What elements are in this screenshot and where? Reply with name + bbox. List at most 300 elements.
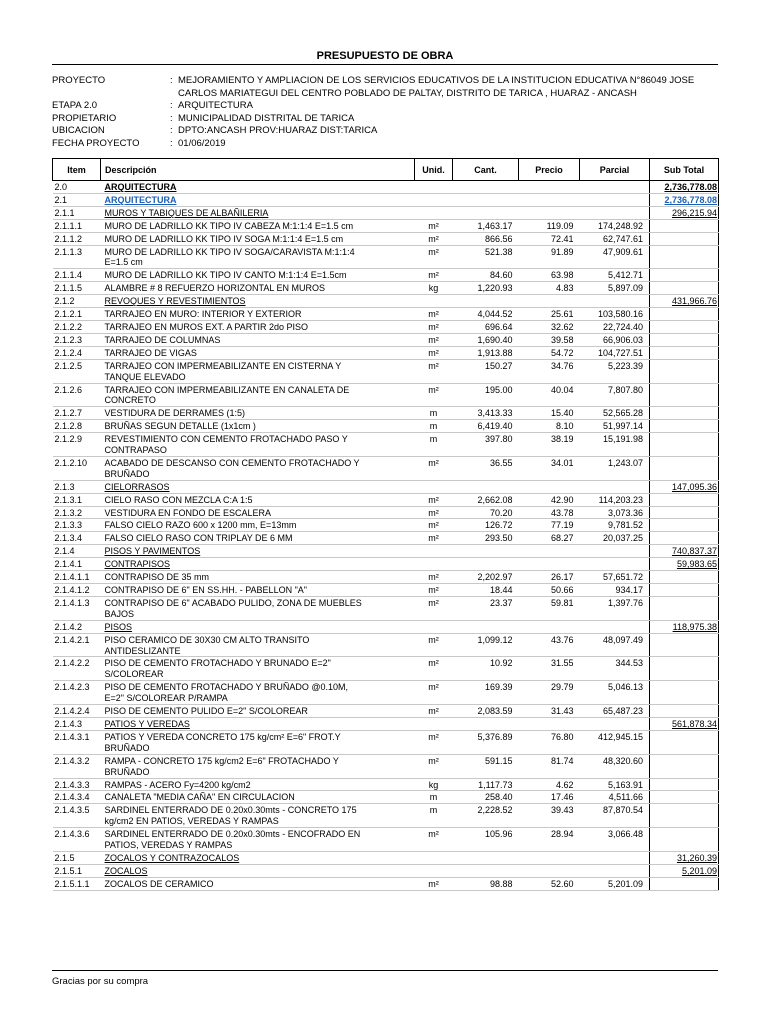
cell-description: RAMPA - CONCRETO 175 kg/cm2 E=6" FROTACHADO Y BRUÑADO	[101, 754, 415, 778]
cell-subtotal: 2,736,778.08	[650, 193, 719, 206]
cell-partial: 15,191.98	[580, 433, 650, 457]
cell-subtotal	[650, 433, 719, 457]
cell-subtotal	[650, 804, 719, 828]
cell-subtotal: 561,878.34	[650, 717, 719, 730]
cell-quantity: 866.56	[453, 232, 519, 245]
cell-unit: m²	[415, 456, 453, 480]
cell-description: CONTRAPISOS	[101, 558, 415, 571]
cell-quantity	[453, 851, 519, 864]
cell-price: 52.60	[519, 877, 580, 890]
cell-item: 2.1.2.4	[53, 346, 101, 359]
cell-subtotal	[650, 657, 719, 681]
table-header-row	[53, 159, 719, 181]
cell-unit: m²	[415, 245, 453, 269]
cell-subtotal: 31,260.39	[650, 851, 719, 864]
cell-subtotal	[650, 493, 719, 506]
table-row	[53, 480, 719, 493]
cell-unit: m²	[415, 346, 453, 359]
cell-partial: 62,747.61	[580, 232, 650, 245]
cell-quantity: 2,662.08	[453, 493, 519, 506]
cell-quantity: 5,376.89	[453, 730, 519, 754]
cell-price: 40.04	[519, 383, 580, 407]
cell-description: MURO DE LADRILLO KK TIPO IV CANTO M:1:1:4 E=1.5cm	[101, 269, 415, 282]
cell-item: 2.1.4.3.6	[53, 828, 101, 852]
cell-unit: m²	[415, 320, 453, 333]
cell-unit: m	[415, 804, 453, 828]
cell-subtotal	[650, 828, 719, 852]
page-bottom-divider	[52, 970, 718, 971]
cell-description: MURO DE LADRILLO KK TIPO IV SOGA M:1:1:4 E=1.5 cm	[101, 232, 415, 245]
cell-description: MURO DE LADRILLO KK TIPO IV CABEZA M:1:1:4 E=1.5 cm	[101, 219, 415, 232]
cell-partial: 57,651.72	[580, 571, 650, 584]
cell-price	[519, 620, 580, 633]
cell-unit: m²	[415, 333, 453, 346]
cell-partial: 5,897.09	[580, 282, 650, 295]
cell-price: 76.80	[519, 730, 580, 754]
header-unit: Unid.	[415, 159, 453, 181]
table-row	[53, 717, 719, 730]
cell-quantity: 696.64	[453, 320, 519, 333]
cell-unit: m²	[415, 219, 453, 232]
cell-item: 2.1.3.2	[53, 506, 101, 519]
table-row	[53, 219, 719, 232]
table-row	[53, 633, 719, 657]
title-divider	[52, 64, 718, 65]
project-info-key: UBICACION	[52, 125, 105, 136]
cell-subtotal	[650, 877, 719, 890]
cell-subtotal	[650, 219, 719, 232]
table-row	[53, 232, 719, 245]
cell-item: 2.1.4.1.1	[53, 571, 101, 584]
cell-price: 4.83	[519, 282, 580, 295]
cell-price: 8.10	[519, 420, 580, 433]
cell-item: 2.1.2.10	[53, 456, 101, 480]
project-info-key: PROPIETARIO	[52, 112, 117, 124]
cell-description: ALAMBRE # 8 REFUERZO HORIZONTAL EN MUROS	[101, 282, 415, 295]
cell-unit: m²	[415, 754, 453, 778]
cell-item: 2.1.4.2.2	[53, 657, 101, 681]
cell-description: PATIOS Y VEREDA CONCRETO 175 kg/cm² E=6" FROT.Y BRUÑADO	[101, 730, 415, 754]
cell-price: 42.90	[519, 493, 580, 506]
cell-description: TARRAJEO CON IMPERMEABILIZANTE EN CISTERNA Y TANQUE ELEVADO	[101, 359, 415, 383]
cell-price	[519, 193, 580, 206]
cell-price: 26.17	[519, 571, 580, 584]
cell-unit	[415, 717, 453, 730]
cell-quantity: 70.20	[453, 506, 519, 519]
cell-price: 81.74	[519, 754, 580, 778]
project-info-row	[52, 100, 718, 113]
cell-price: 32.62	[519, 320, 580, 333]
cell-item: 2.1.4.2.3	[53, 681, 101, 705]
cell-subtotal: 5,201.09	[650, 864, 719, 877]
table-row	[53, 864, 719, 877]
cell-unit	[415, 558, 453, 571]
cell-description: BRUÑAS SEGUN DETALLE (1x1cm )	[101, 420, 415, 433]
cell-partial: 104,727.51	[580, 346, 650, 359]
cell-unit	[415, 851, 453, 864]
cell-unit: m²	[415, 493, 453, 506]
cell-price: 4.62	[519, 778, 580, 791]
table-row	[53, 181, 719, 194]
cell-quantity	[453, 717, 519, 730]
cell-subtotal	[650, 269, 719, 282]
cell-price	[519, 864, 580, 877]
cell-unit: m²	[415, 633, 453, 657]
table-row	[53, 295, 719, 308]
project-info-colon: :	[170, 100, 173, 111]
cell-item: 2.1.4	[53, 545, 101, 558]
cell-price: 77.19	[519, 519, 580, 532]
cell-subtotal	[650, 584, 719, 597]
header-description: Descripción	[101, 159, 415, 181]
cell-unit: m²	[415, 877, 453, 890]
cell-quantity	[453, 193, 519, 206]
cell-price: 17.46	[519, 791, 580, 804]
table-row	[53, 828, 719, 852]
cell-subtotal	[650, 596, 719, 620]
cell-price	[519, 206, 580, 219]
cell-quantity	[453, 558, 519, 571]
cell-price	[519, 717, 580, 730]
cell-partial	[580, 545, 650, 558]
cell-price	[519, 480, 580, 493]
cell-subtotal	[650, 633, 719, 657]
project-info-value: MEJORAMIENTO Y AMPLIACION DE LOS SERVICIOS EDUCATIVOS DE LA INSTITUCION EDUCATIVA N°86049 JOSE CARLOS MARIATEGUI DEL CENTRO POBLADO DE PALTAY, DISTRITO DE TARICA , HUARAZ - ANCASH	[178, 75, 695, 99]
cell-quantity	[453, 545, 519, 558]
cell-item: 2.1.2.3	[53, 333, 101, 346]
cell-subtotal: 296,215.94	[650, 206, 719, 219]
table-row	[53, 346, 719, 359]
cell-subtotal: 740,837.37	[650, 545, 719, 558]
cell-quantity: 84.60	[453, 269, 519, 282]
cell-unit: m²	[415, 828, 453, 852]
cell-partial: 48,097.49	[580, 633, 650, 657]
project-info-value: ARQUITECTURA	[178, 100, 253, 111]
table-row	[53, 519, 719, 532]
cell-quantity: 2,083.59	[453, 705, 519, 718]
cell-price: 43.78	[519, 506, 580, 519]
cell-quantity	[453, 295, 519, 308]
cell-unit	[415, 193, 453, 206]
table-row	[53, 681, 719, 705]
cell-description: ACABADO DE DESCANSO CON CEMENTO FROTACHADO Y BRUÑADO	[101, 456, 415, 480]
cell-item: 2.1.1.2	[53, 232, 101, 245]
cell-item: 2.1.4.3.5	[53, 804, 101, 828]
cell-subtotal	[650, 778, 719, 791]
cell-unit	[415, 545, 453, 558]
header-quantity: Cant.	[453, 159, 519, 181]
cell-quantity: 98.88	[453, 877, 519, 890]
table-row	[53, 269, 719, 282]
cell-unit: m²	[415, 657, 453, 681]
cell-unit	[415, 620, 453, 633]
cell-description: TARRAJEO DE VIGAS	[101, 346, 415, 359]
cell-unit	[415, 864, 453, 877]
table-row	[53, 657, 719, 681]
cell-item: 2.1.1	[53, 206, 101, 219]
table-row	[53, 558, 719, 571]
cell-unit: m²	[415, 308, 453, 321]
cell-unit: m²	[415, 232, 453, 245]
cell-description: RAMPAS - ACERO Fy=4200 kg/cm2	[101, 778, 415, 791]
cell-partial	[580, 717, 650, 730]
cell-partial: 87,870.54	[580, 804, 650, 828]
cell-quantity	[453, 480, 519, 493]
cell-subtotal	[650, 506, 719, 519]
cell-price: 39.43	[519, 804, 580, 828]
cell-unit: m²	[415, 519, 453, 532]
project-info-value: 01/06/2019	[178, 137, 226, 149]
table-row	[53, 791, 719, 804]
cell-partial: 9,781.52	[580, 519, 650, 532]
header-price: Precio	[519, 159, 580, 181]
cell-quantity	[453, 206, 519, 219]
cell-partial: 5,046.13	[580, 681, 650, 705]
cell-partial: 103,580.16	[580, 308, 650, 321]
cell-subtotal	[650, 791, 719, 804]
project-info-row	[52, 75, 718, 100]
cell-item: 2.1.5.1.1	[53, 877, 101, 890]
table-row	[53, 333, 719, 346]
cell-item: 2.1.1.5	[53, 282, 101, 295]
cell-description: MUROS Y TABIQUES DE ALBAÑILERIA	[101, 206, 415, 219]
header-subtotal: Sub Total	[650, 159, 719, 181]
cell-subtotal	[650, 571, 719, 584]
cell-quantity: 23.37	[453, 596, 519, 620]
cell-quantity: 1,220.93	[453, 282, 519, 295]
cell-partial: 1,397.76	[580, 596, 650, 620]
cell-partial: 20,037.25	[580, 532, 650, 545]
cell-partial: 344.53	[580, 657, 650, 681]
cell-subtotal	[650, 705, 719, 718]
cell-item: 2.1.4.1.3	[53, 596, 101, 620]
cell-partial: 5,201.09	[580, 877, 650, 890]
cell-item: 2.1.4.3.3	[53, 778, 101, 791]
cell-subtotal	[650, 245, 719, 269]
cell-description: PISOS	[101, 620, 415, 633]
cell-quantity: 591.15	[453, 754, 519, 778]
cell-description: CONTRAPISO DE 6" EN SS.HH. - PABELLON "A"	[101, 584, 415, 597]
cell-subtotal: 59,983.65	[650, 558, 719, 571]
cell-partial	[580, 295, 650, 308]
cell-unit: m²	[415, 705, 453, 718]
cell-description: ARQUITECTURA	[101, 181, 415, 194]
cell-quantity: 1,117.73	[453, 778, 519, 791]
cell-partial: 412,945.15	[580, 730, 650, 754]
cell-price: 43.76	[519, 633, 580, 657]
cell-partial	[580, 620, 650, 633]
cell-subtotal	[650, 456, 719, 480]
table-row	[53, 456, 719, 480]
table-row	[53, 851, 719, 864]
cell-item: 2.1.4.3	[53, 717, 101, 730]
document-title: PRESUPUESTO DE OBRA	[316, 50, 454, 62]
table-row	[53, 754, 719, 778]
cell-quantity: 293.50	[453, 532, 519, 545]
cell-quantity: 6,419.40	[453, 420, 519, 433]
cell-price: 29.79	[519, 681, 580, 705]
project-info-value: MUNICIPALIDAD DISTRITAL DE TARICA	[178, 112, 355, 124]
cell-partial: 65,487.23	[580, 705, 650, 718]
cell-subtotal	[650, 519, 719, 532]
cell-item: 2.1.2.8	[53, 420, 101, 433]
cell-description: CONTRAPISO DE 6" ACABADO PULIDO, ZONA DE MUEBLES BAJOS	[101, 596, 415, 620]
table-row	[53, 804, 719, 828]
cell-partial: 22,724.40	[580, 320, 650, 333]
project-info-row	[52, 113, 718, 126]
cell-description: ZOCALOS DE CERAMICO	[101, 877, 415, 890]
table-row	[53, 877, 719, 890]
table-row	[53, 506, 719, 519]
cell-quantity: 521.38	[453, 245, 519, 269]
cell-subtotal	[650, 681, 719, 705]
cell-description: TARRAJEO DE COLUMNAS	[101, 333, 415, 346]
cell-price	[519, 295, 580, 308]
cell-price: 72.41	[519, 232, 580, 245]
table-row	[53, 571, 719, 584]
table-row	[53, 493, 719, 506]
cell-subtotal	[650, 383, 719, 407]
cell-price: 15.40	[519, 407, 580, 420]
cell-description: VESTIDURA DE DERRAMES (1:5)	[101, 407, 415, 420]
cell-item: 2.1.2.7	[53, 407, 101, 420]
cell-unit: m²	[415, 269, 453, 282]
cell-description: SARDINEL ENTERRADO DE 0.20x0.30mts - CONCRETO 175 kg/cm2 EN PATIOS, VEREDAS Y RAMPAS	[101, 804, 415, 828]
cell-price: 34.01	[519, 456, 580, 480]
cell-quantity: 2,202.97	[453, 571, 519, 584]
cell-price	[519, 851, 580, 864]
cell-description: FALSO CIELO RASO CON TRIPLAY DE 6 MM	[101, 532, 415, 545]
project-info-colon: :	[170, 75, 173, 86]
cell-item: 2.0	[53, 181, 101, 194]
cell-price: 25.61	[519, 308, 580, 321]
cell-quantity: 258.40	[453, 791, 519, 804]
cell-subtotal	[650, 333, 719, 346]
table-row	[53, 206, 719, 219]
cell-item: 2.1.2.2	[53, 320, 101, 333]
cell-item: 2.1.4.2.4	[53, 705, 101, 718]
cell-description: CIELO RASO CON MEZCLA C:A 1:5	[101, 493, 415, 506]
cell-unit: m²	[415, 359, 453, 383]
cell-unit: m²	[415, 571, 453, 584]
cell-price: 38.19	[519, 433, 580, 457]
cell-item: 2.1.4.1.2	[53, 584, 101, 597]
cell-quantity: 4,044.52	[453, 308, 519, 321]
cell-description: VESTIDURA EN FONDO DE ESCALERA	[101, 506, 415, 519]
cell-unit: kg	[415, 282, 453, 295]
cell-description: FALSO CIELO RAZO 600 x 1200 mm, E=13mm	[101, 519, 415, 532]
cell-subtotal	[650, 754, 719, 778]
cell-quantity: 10.92	[453, 657, 519, 681]
cell-unit	[415, 181, 453, 194]
cell-description: PISOS Y PAVIMENTOS	[101, 545, 415, 558]
header-partial: Parcial	[580, 159, 650, 181]
cell-quantity: 2,228.52	[453, 804, 519, 828]
table-row	[53, 730, 719, 754]
cell-description: TARRAJEO EN MURO: INTERIOR Y EXTERIOR	[101, 308, 415, 321]
cell-description: PISO DE CEMENTO PULIDO E=2" S/COLOREAR	[101, 705, 415, 718]
cell-partial	[580, 181, 650, 194]
cell-description: PISO CERAMICO DE 30X30 CM ALTO TRANSITO ANTIDESLIZANTE	[101, 633, 415, 657]
cell-price: 31.55	[519, 657, 580, 681]
cell-item: 2.1	[53, 193, 101, 206]
cell-subtotal: 147,095.36	[650, 480, 719, 493]
cell-partial	[580, 864, 650, 877]
project-info-key: FECHA PROYECTO	[52, 137, 140, 149]
project-info-colon: :	[170, 137, 173, 149]
cell-price: 50.66	[519, 584, 580, 597]
project-info-row	[52, 138, 718, 151]
table-row	[53, 193, 719, 206]
table-row	[53, 359, 719, 383]
cell-quantity	[453, 864, 519, 877]
cell-partial: 5,223.39	[580, 359, 650, 383]
cell-item: 2.1.1.4	[53, 269, 101, 282]
cell-price: 68.27	[519, 532, 580, 545]
cell-item: 2.1.2	[53, 295, 101, 308]
cell-description: REVOQUES Y REVESTIMIENTOS	[101, 295, 415, 308]
cell-partial	[580, 480, 650, 493]
table-row	[53, 320, 719, 333]
table-row	[53, 433, 719, 457]
cell-subtotal	[650, 420, 719, 433]
cell-description: CONTRAPISO DE 35 mm	[101, 571, 415, 584]
cell-quantity: 397.80	[453, 433, 519, 457]
cell-subtotal	[650, 282, 719, 295]
cell-quantity: 1,913.88	[453, 346, 519, 359]
project-info-key: PROYECTO	[52, 75, 106, 86]
cell-description: ZOCALOS Y CONTRAZOCALOS	[101, 851, 415, 864]
cell-unit: m	[415, 420, 453, 433]
table-row	[53, 620, 719, 633]
cell-partial: 4,511.66	[580, 791, 650, 804]
cell-partial	[580, 193, 650, 206]
cell-quantity: 169.39	[453, 681, 519, 705]
cell-price: 119.09	[519, 219, 580, 232]
cell-unit: m²	[415, 596, 453, 620]
cell-price: 31.43	[519, 705, 580, 718]
cell-description: PISO DE CEMENTO FROTACHADO Y BRUNADO E=2" S/COLOREAR	[101, 657, 415, 681]
table-row	[53, 308, 719, 321]
cell-partial	[580, 851, 650, 864]
cell-unit: m	[415, 791, 453, 804]
cell-quantity	[453, 181, 519, 194]
cell-unit	[415, 206, 453, 219]
cell-subtotal: 2,736,778.08	[650, 181, 719, 194]
cell-description: TARRAJEO EN MUROS EXT. A PARTIR 2do PISO	[101, 320, 415, 333]
cell-item: 2.1.3.3	[53, 519, 101, 532]
cell-description: TARRAJEO CON IMPERMEABILIZANTE EN CANALETA DE CONCRETO	[101, 383, 415, 407]
project-info-value: DPTO:ANCASH PROV:HUARAZ DIST:TARICA	[178, 125, 378, 136]
cell-price: 54.72	[519, 346, 580, 359]
cell-unit	[415, 295, 453, 308]
cell-subtotal: 431,966.76	[650, 295, 719, 308]
cell-price: 39.58	[519, 333, 580, 346]
cell-unit: m²	[415, 584, 453, 597]
cell-item: 2.1.4.2	[53, 620, 101, 633]
cell-price	[519, 558, 580, 571]
cell-item: 2.1.2.5	[53, 359, 101, 383]
cell-subtotal	[650, 359, 719, 383]
table-row	[53, 584, 719, 597]
cell-subtotal	[650, 346, 719, 359]
table-row	[53, 245, 719, 269]
table-row	[53, 282, 719, 295]
cell-unit: m²	[415, 383, 453, 407]
cell-partial	[580, 206, 650, 219]
footer-note: Gracias por su compra	[52, 976, 149, 987]
cell-description: CIELORRASOS	[101, 480, 415, 493]
